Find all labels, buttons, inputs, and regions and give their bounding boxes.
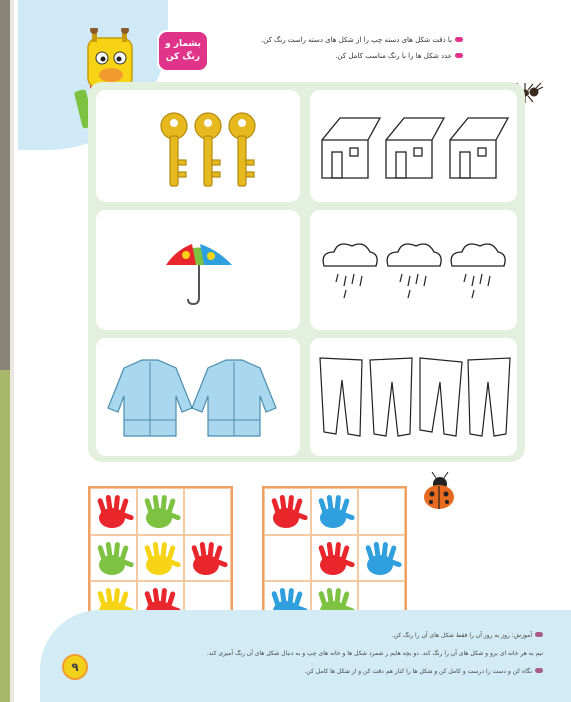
footer-line-1-text: آموزش: روز به روز آن را فقط شکل های آن را رنگ کن. — [391, 632, 532, 639]
bullet-icon — [535, 632, 543, 637]
grid-cell[interactable] — [90, 488, 137, 535]
grid-cell[interactable] — [311, 488, 358, 535]
instruction-1 — [203, 36, 463, 44]
hand-print-icon — [92, 539, 136, 583]
hand-grid-right — [262, 486, 407, 630]
instruction-2-text: عدد شکل ها را با رنگ مناسب کامل کن. — [335, 52, 452, 60]
cell-jackets — [96, 338, 300, 456]
jacket-icon — [96, 338, 300, 456]
grid-cell[interactable] — [184, 535, 231, 582]
bullet-icon — [535, 668, 543, 673]
footer-line-1 — [392, 632, 543, 639]
cell-keys — [96, 90, 300, 202]
hand-print-icon — [92, 492, 136, 536]
page-number: ۹ — [62, 654, 88, 680]
umbrella-icon — [96, 210, 300, 330]
activity-badge — [157, 30, 209, 72]
hand-print-icon — [139, 492, 183, 536]
cell-houses — [310, 90, 517, 202]
footer-line-3-text: نگاه کن و دست را درست و کامل کن و شکل ها را کنار هم دقت کن و از شکل ها کامل کن. — [304, 668, 532, 675]
bullet-icon — [455, 53, 463, 58]
hand-print-icon — [266, 492, 310, 536]
grid-cell[interactable] — [137, 488, 184, 535]
house-outline-icon — [310, 90, 517, 202]
instruction-2 — [203, 52, 463, 60]
grid-cell[interactable] — [311, 535, 358, 582]
cell-pants — [310, 338, 517, 456]
grid-cell[interactable] — [184, 488, 231, 535]
cell-umbrella — [96, 210, 300, 330]
hand-grid-left — [88, 486, 233, 630]
matching-panel — [88, 82, 525, 462]
footer-line-2-text: نیم به هر خانه ای برو و شکل های آن را رنگ کند. دو بچه هایم ر شمرد شکل ها و خانه های چپ و به دنبال شکل های آن رنگ آمیزی کند. — [206, 650, 543, 657]
cell-clouds — [310, 210, 517, 330]
footer-line-2 — [207, 650, 543, 657]
book-spine — [0, 0, 10, 702]
badge-line-2: رنگ کن — [165, 52, 201, 62]
pants-outline-icon — [310, 338, 517, 456]
footer-line-3 — [305, 668, 544, 675]
bullet-icon — [455, 37, 463, 42]
instruction-1-text: با دقت شکل های دسته چپ را از شکل های دسته راست رنگ کن. — [260, 36, 452, 44]
grid-cell[interactable] — [264, 488, 311, 535]
grid-cell[interactable] — [264, 535, 311, 582]
ladybug-icon — [418, 472, 460, 512]
grid-cell[interactable] — [358, 488, 405, 535]
grid-cell[interactable] — [137, 535, 184, 582]
hand-print-icon — [139, 539, 183, 583]
hand-print-icon — [186, 539, 230, 583]
hand-print-icon — [313, 492, 357, 536]
hand-print-icon — [360, 539, 404, 583]
footer-band — [40, 610, 571, 702]
grid-cell[interactable] — [90, 535, 137, 582]
badge-line-1: بشمار و — [165, 39, 201, 49]
page-edge — [10, 0, 14, 702]
grid-cell[interactable] — [358, 535, 405, 582]
hand-print-icon — [313, 539, 357, 583]
rain-cloud-outline-icon — [310, 210, 517, 330]
key-icon — [96, 90, 300, 202]
